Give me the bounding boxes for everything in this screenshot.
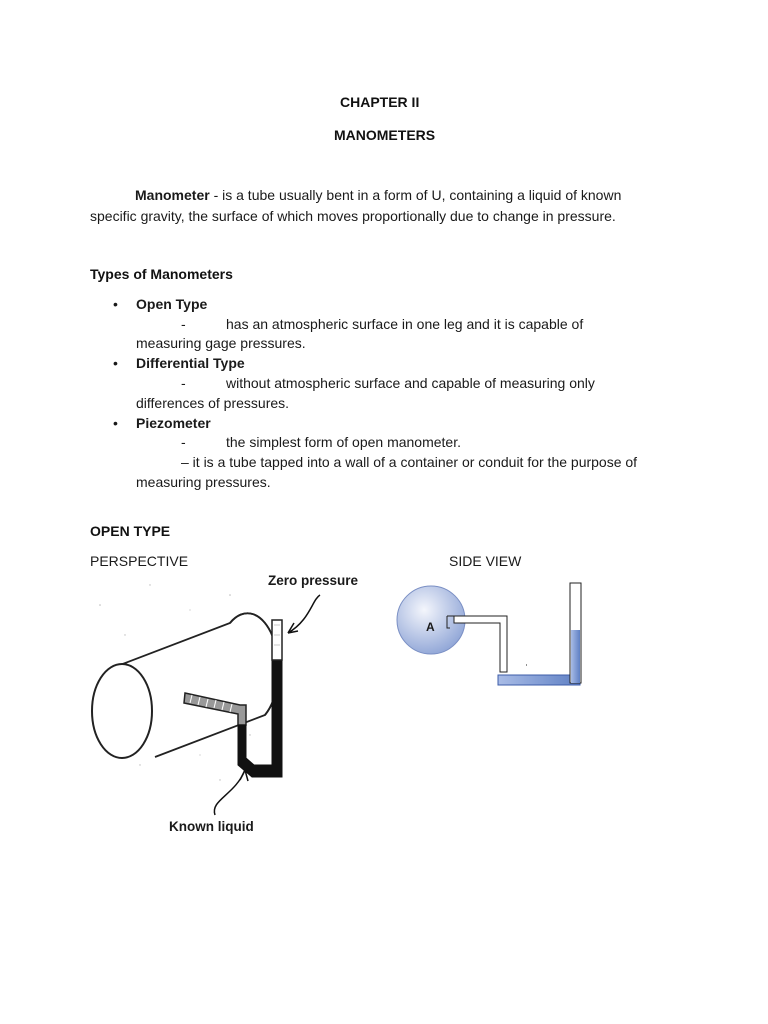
chapter-label: CHAPTER II	[340, 94, 420, 110]
side-liquid-column	[571, 630, 580, 683]
page-title: MANOMETERS	[334, 127, 436, 143]
bullet-piezometer: •	[113, 415, 118, 431]
side-liquid-bottom	[498, 675, 580, 685]
open-tube-end	[272, 620, 282, 660]
type-desc-differential-2: differences of pressures.	[136, 395, 290, 411]
perspective-diagram	[80, 565, 380, 845]
zero-pressure-arrow	[288, 595, 320, 633]
type-desc-open-1: has an atmospheric surface in one leg and it is capable of	[226, 316, 584, 332]
type-desc-open-2: measuring gage pressures.	[136, 335, 306, 351]
definition-line-2: specific gravity, the surface of which moves proportionally due to change in pressure.	[90, 208, 616, 224]
type-name-open: Open Type	[136, 296, 208, 312]
bullet-differential-type: •	[113, 355, 118, 371]
type-desc-piezometer-3: measuring pressures.	[136, 474, 271, 490]
type-desc-piezometer-1: the simplest form of open manometer.	[226, 434, 461, 450]
type-name-differential: Differential Type	[136, 355, 245, 371]
types-heading: Types of Manometers	[90, 266, 233, 282]
dash-open: -	[181, 316, 186, 332]
bullet-open-type: •	[113, 296, 118, 312]
type-desc-differential-1: without atmospheric surface and capable of measuring only	[226, 375, 595, 391]
side-view-diagram	[390, 575, 600, 705]
zero-pressure-label: Zero pressure	[268, 573, 359, 588]
perspective-label: PERSPECTIVE	[90, 553, 189, 569]
point-a-label: A	[426, 620, 435, 634]
cylinder-end-face	[92, 664, 152, 758]
known-liquid-arrow	[214, 770, 245, 815]
known-liquid-label: Known liquid	[169, 819, 254, 834]
definition-text: - is a tube usually bent in a form of U, containing a liquid of known	[209, 187, 622, 203]
side-view-label: SIDE VIEW	[449, 553, 522, 569]
definition-term: Manometer	[135, 187, 210, 203]
open-type-heading: OPEN TYPE	[90, 523, 171, 539]
dash-piezometer: -	[181, 434, 186, 450]
definition-line-1	[135, 187, 621, 203]
type-name-piezometer: Piezometer	[136, 415, 211, 431]
type-desc-piezometer-2: – it is a tube tapped into a wall of a container or conduit for the purpose of	[181, 454, 638, 470]
dash-differential: -	[181, 375, 186, 391]
